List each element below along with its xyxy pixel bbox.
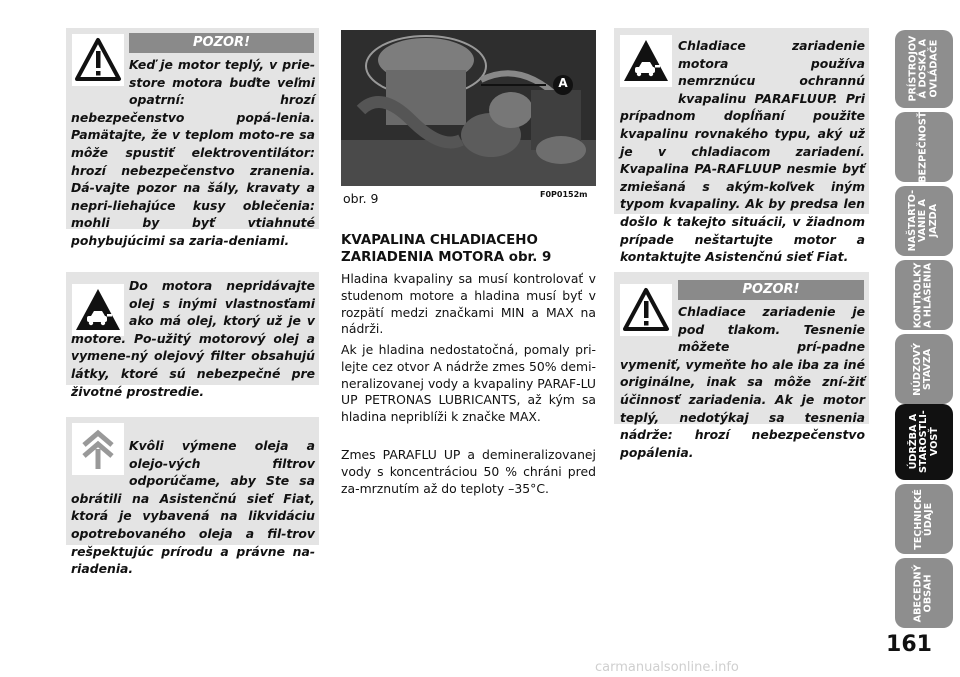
figure-label: obr. 9 <box>343 191 379 206</box>
figure-code: F0P0152m <box>540 190 588 199</box>
watermark-text: carmanualsonline.info <box>595 660 739 675</box>
warning-pressure-text: Chladiace zariadenie je pod tlakom. Tesnenie môžete prí-padne vymeniť, vymeňte ho ale iba za iné originálne, inak sa môže zní-žiť účinnosť zariadenia. Ak je motor teplý, nedotýkaj sa tesnenia nádrže: hrozí nebezpečenstvo popálenia. <box>620 304 865 460</box>
tab-nudzovy-stav[interactable]: NÚDZOVÝ STAVZA <box>895 334 953 404</box>
page-number: 161 <box>886 632 932 657</box>
tab-udrzba[interactable]: ÚDRŽBA A STAROSTLI- VOSŤ <box>895 404 953 480</box>
section-heading: KVAPALINA CHLADIACEHO ZARIADENIA MOTORA obr. 9 <box>341 233 552 265</box>
paragraph-3: Zmes PARAFLU UP a demineralizovanej vody s koncentráciou 50 % chráni pred za-mrznutím až do teploty –35°C. <box>341 447 596 496</box>
tab-bezpecnost[interactable]: BEZPEČNOSŤ <box>895 112 953 182</box>
paragraph-1: Hladina kvapaliny sa musí kontrolovať v studenom motore a hladina musí byť v rozpätí medzi značkami MIN a MAX na nádrži. <box>341 271 596 337</box>
tab-nastartovanie[interactable]: NAŠTARTO- VANIE A JAZDA <box>895 186 953 256</box>
pozor-label-2: POZOR! <box>678 280 864 300</box>
note-environment-text: Kvôli výmene oleja a olejo-vých filtrov odporúčame, aby Ste sa obrátili na Asistenčnú sieť Fiat, ktorá je vybavená na likvidáciu opotrebovaného oleja a fil-trov rešpektujúc prírodu a právne na-riadenia. <box>71 438 315 577</box>
paragraph-2: Ak je hladina nedostatočná, pomaly pri-lejte cez otvor A nádrže zmes 50% demi-neralizovanej vody a kvapaliny PARAF-LU UP PETRONAS LUBRICANTS, až kým sa hladina nepriblíži k značke MAX. <box>341 342 596 425</box>
tab-kontrolky[interactable]: KONTROLKY A HLÁSENIA <box>895 260 953 330</box>
note-oil-text: Do motora nepridávajte olej s inými vlastnosťami ako má olej, ktorý už je v motore. Po-užitý motorový olej a vymene-ný olejový filter obsahujú látky, ktoré sú nebezpečné pre životné prostredie. <box>71 278 315 399</box>
warning-text: Keď je motor teplý, v prie-store motora buďte veľmi opatrní: hrozí nebezpečenstvo popá-lenia. Pamätajte, že v teplom moto-re sa môže spustiť elektroventilátor: hrozí nebezpečenstvo zranenia. Dá-vajte pozor na šály, kravaty a nepri-liehajúce kusy oblečenia: mohli by byť vtiahnuté pohybujúcimi sa zaria-deniami. <box>71 57 315 248</box>
tab-pristrojova-doska[interactable]: PRÍSTROJOV Á DOSKA A OVLÁDAČE <box>895 30 953 108</box>
tab-abecedny-obsah[interactable]: ABECEDNÝ OBSAH <box>895 558 953 628</box>
note-coolant-text: Chladiace zariadenie motora používa nemrznúcu ochrannú kvapalinu PARAFLUUP. Pri prípadnom dopĺňaní použite kvapalinu rovnakého typu, aký už je v chladiacom zariadení. Kvapalina PA-RAFLUUP nesmie byť zmiešaná s akým-koľvek iným typom kvapaliny. Ak by predsa len došlo k takejto situácii, v žiadnom prípade neštartujte motor a kontaktujte Asistenčnú sieť Fiat. <box>620 38 865 265</box>
pozor-label: POZOR! <box>129 33 314 53</box>
marker-a-label: A <box>558 76 568 90</box>
tab-technicke-udaje[interactable]: TECHNICKÉ ÚDAJE <box>895 484 953 554</box>
engine-coolant-tank-photo <box>341 30 596 186</box>
